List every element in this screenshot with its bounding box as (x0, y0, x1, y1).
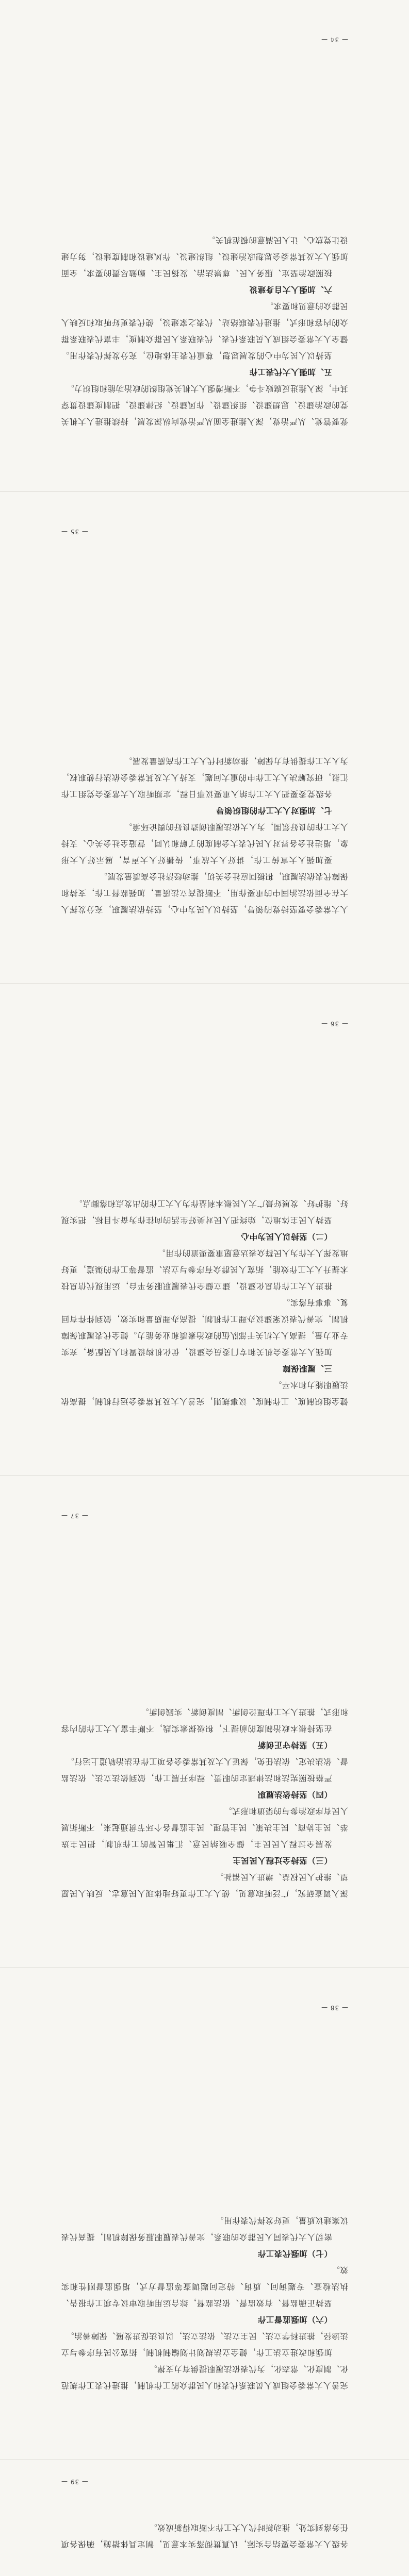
page-number: — 34 — (321, 36, 348, 43)
section-heading: （四）坚持依法履职 (257, 1790, 332, 1799)
paragraph: 各级人大常委会要结合实际，认真贯彻落实本意见，制定具体措施，确保各项任务落到实处，推动新时代人大工作不断取得新成效。 (61, 2523, 348, 2549)
section-heading: （六）加强监督工作 (257, 2315, 332, 2324)
paragraph: 按照政治坚定、服务人民、尊崇法治、发扬民主、勤勉尽责的要求，全面加强人大及其常委会思想政治建设、组织建设、作风建设和制度建设，努力建设让党放心、让人民满意的模范机关。 (61, 235, 348, 278)
document-page (0, 1476, 409, 1968)
paragraph: 党要管党、从严治党，深入推进全面从严治党向纵深发展，持续推进人大机关党的政治建设、思想建设、组织建设、作风建设、纪律建设，把制度建设贯穿其中，深入推进反腐败斗争，不断增强人大机关党组织的政治功能和组织力。 (61, 384, 348, 426)
paragraph: 坚持人民主体地位，始终把人民对美好生活的向往作为奋斗目标，把实现好、维护好、发展好最广大人民根本利益作为人大工作的出发点和落脚点。 (61, 1199, 348, 1225)
section-heading: 五、加强人大代表工作 (249, 367, 332, 377)
paragraph: 各级党委要把人大工作纳入重要议事日程，定期听取人大常委会党组工作汇报，研究解决人大工作中的重大问题，支持人大及其常委会依法行使职权，为人大工作提供有力保障，推动新时代人大工作高质量发展。 (61, 756, 348, 799)
paragraph: 加强和改进立法工作，健全立法规划计划编制机制，拓宽公民有序参与立法途径，推进科学立法、民主立法、依法立法，以良法促进发展、保障善治。 (61, 2331, 348, 2357)
paragraph: 推进人大工作信息化建设，建立健全代表履职服务平台，运用现代信息技术提升人大工作效能，拓宽人民群众有序参与立法、监督等工作的渠道，更好地发挥人大作为人民群众表达意愿重要渠道的作用。 (61, 1248, 348, 1291)
paragraph: 坚持以人民为中心的发展思想，尊重代表主体地位，充分发挥代表作用。健全人大常委会组成人员联系代表、代表联系人民群众制度，丰富代表联系群众的内容和形式，推进代表联络站、代表之家建设，使代表更好听取和反映人民群众的意见和要求。 (61, 301, 348, 360)
page-body (61, 2519, 348, 2552)
section-heading: 七、加强对人大工作的组织领导 (216, 806, 332, 815)
page-number: — 37 — (61, 1512, 88, 1519)
section-heading: （三）坚持全过程人民民主 (232, 1856, 332, 1865)
paragraph: 严格按照宪法和法律规定的职责、程序开展工作，做到依法立法、依法监督、依法决定、依法任免，保证人大及其常委会各项工作在法治轨道上运行。 (61, 1757, 348, 1783)
section-heading: 六、加强人大自身建设 (249, 285, 332, 294)
page-number: — 38 — (321, 2004, 348, 2011)
page-body (61, 753, 348, 918)
document-page (0, 2460, 409, 2576)
page-body (61, 1195, 348, 1410)
document-page (0, 0, 409, 492)
paragraph: 完善人大常委会组成人员联系代表和人民群众的工作机制，推进代表工作规范化、制度化、常态化，为代表依法履职提供有力支撑。 (61, 2364, 348, 2390)
section-heading: （五）坚持守正创新 (257, 1740, 332, 1750)
page-body (61, 2212, 348, 2394)
paragraph: 健全组织制度、工作制度、议事规则，完善人大及其常委会运行机制，提高依法履职能力和水平。 (61, 1380, 348, 1406)
section-heading: （二）坚持以人民为中心 (240, 1232, 332, 1241)
paragraph: 坚持正确监督、有效监督、依法监督，综合运用听取审议专项工作报告、执法检查、专题询问、质询、特定问题调查等监督方式，增强监督刚性和实效。 (61, 2265, 348, 2308)
page-body (61, 232, 348, 430)
document-page (0, 1968, 409, 2460)
paragraph: 要加强人大宣传工作，讲好人大故事，传播好人大声音，展示好人大形象，增进社会各界对人民代表大会制度的了解和认同，营造全社会关心、支持人大工作的良好氛围，为人大依法履职创造良好的舆论环境。 (61, 822, 348, 865)
paragraph: 深入调查研究，广泛听取意见，使人大工作更好地体现人民意志、反映人民愿望、维护人民权益、增进人民福祉。 (61, 1872, 348, 1898)
document-page (0, 492, 409, 984)
paragraph: 密切人大代表同人民群众的联系，完善代表履职服务保障机制，提高代表议案建议质量，更好发挥代表作用。 (61, 2216, 348, 2242)
page-number: — 35 — (61, 528, 88, 535)
paragraph: 在坚持根本政治制度的前提下，积极探索实践，不断丰富人大工作的内容和形式，推进人大工作理论创新、制度创新、实践创新。 (61, 1707, 348, 1733)
section-heading: 三、履职保障 (282, 1364, 332, 1373)
paragraph: 加强人大常委会机关和专门委员会建设，优化机构设置和人员配备，充实专业力量，提高人大机关干部队伍的政治素质和业务能力。健全代表履职保障机制，完善代表议案建议办理工作机制，提高办理质量和实效，做到件件有回复、事事有落实。 (61, 1298, 348, 1357)
document-page (0, 984, 409, 1476)
paragraph: 人大常委会要坚持党的领导，坚持以人民为中心，坚持依法履职，充分发挥人大在全面依法治国中的重要作用，不断提高立法质量，加强监督工作，支持和保障代表依法履职，积极回应社会关切，推动经济社会高质量发展。 (61, 872, 348, 914)
page-body (61, 1704, 348, 1902)
page-number: — 36 — (321, 1020, 348, 1027)
page-number: — 39 — (61, 2478, 88, 2485)
section-heading: （七）加强代表工作 (257, 2249, 332, 2258)
paragraph: 发展全过程人民民主，健全吸纳民意、汇集民智的工作机制，把民主选举、民主协商、民主决策、民主管理、民主监督各个环节贯通起来，不断拓展人民有序政治参与的渠道和形式。 (61, 1806, 348, 1849)
